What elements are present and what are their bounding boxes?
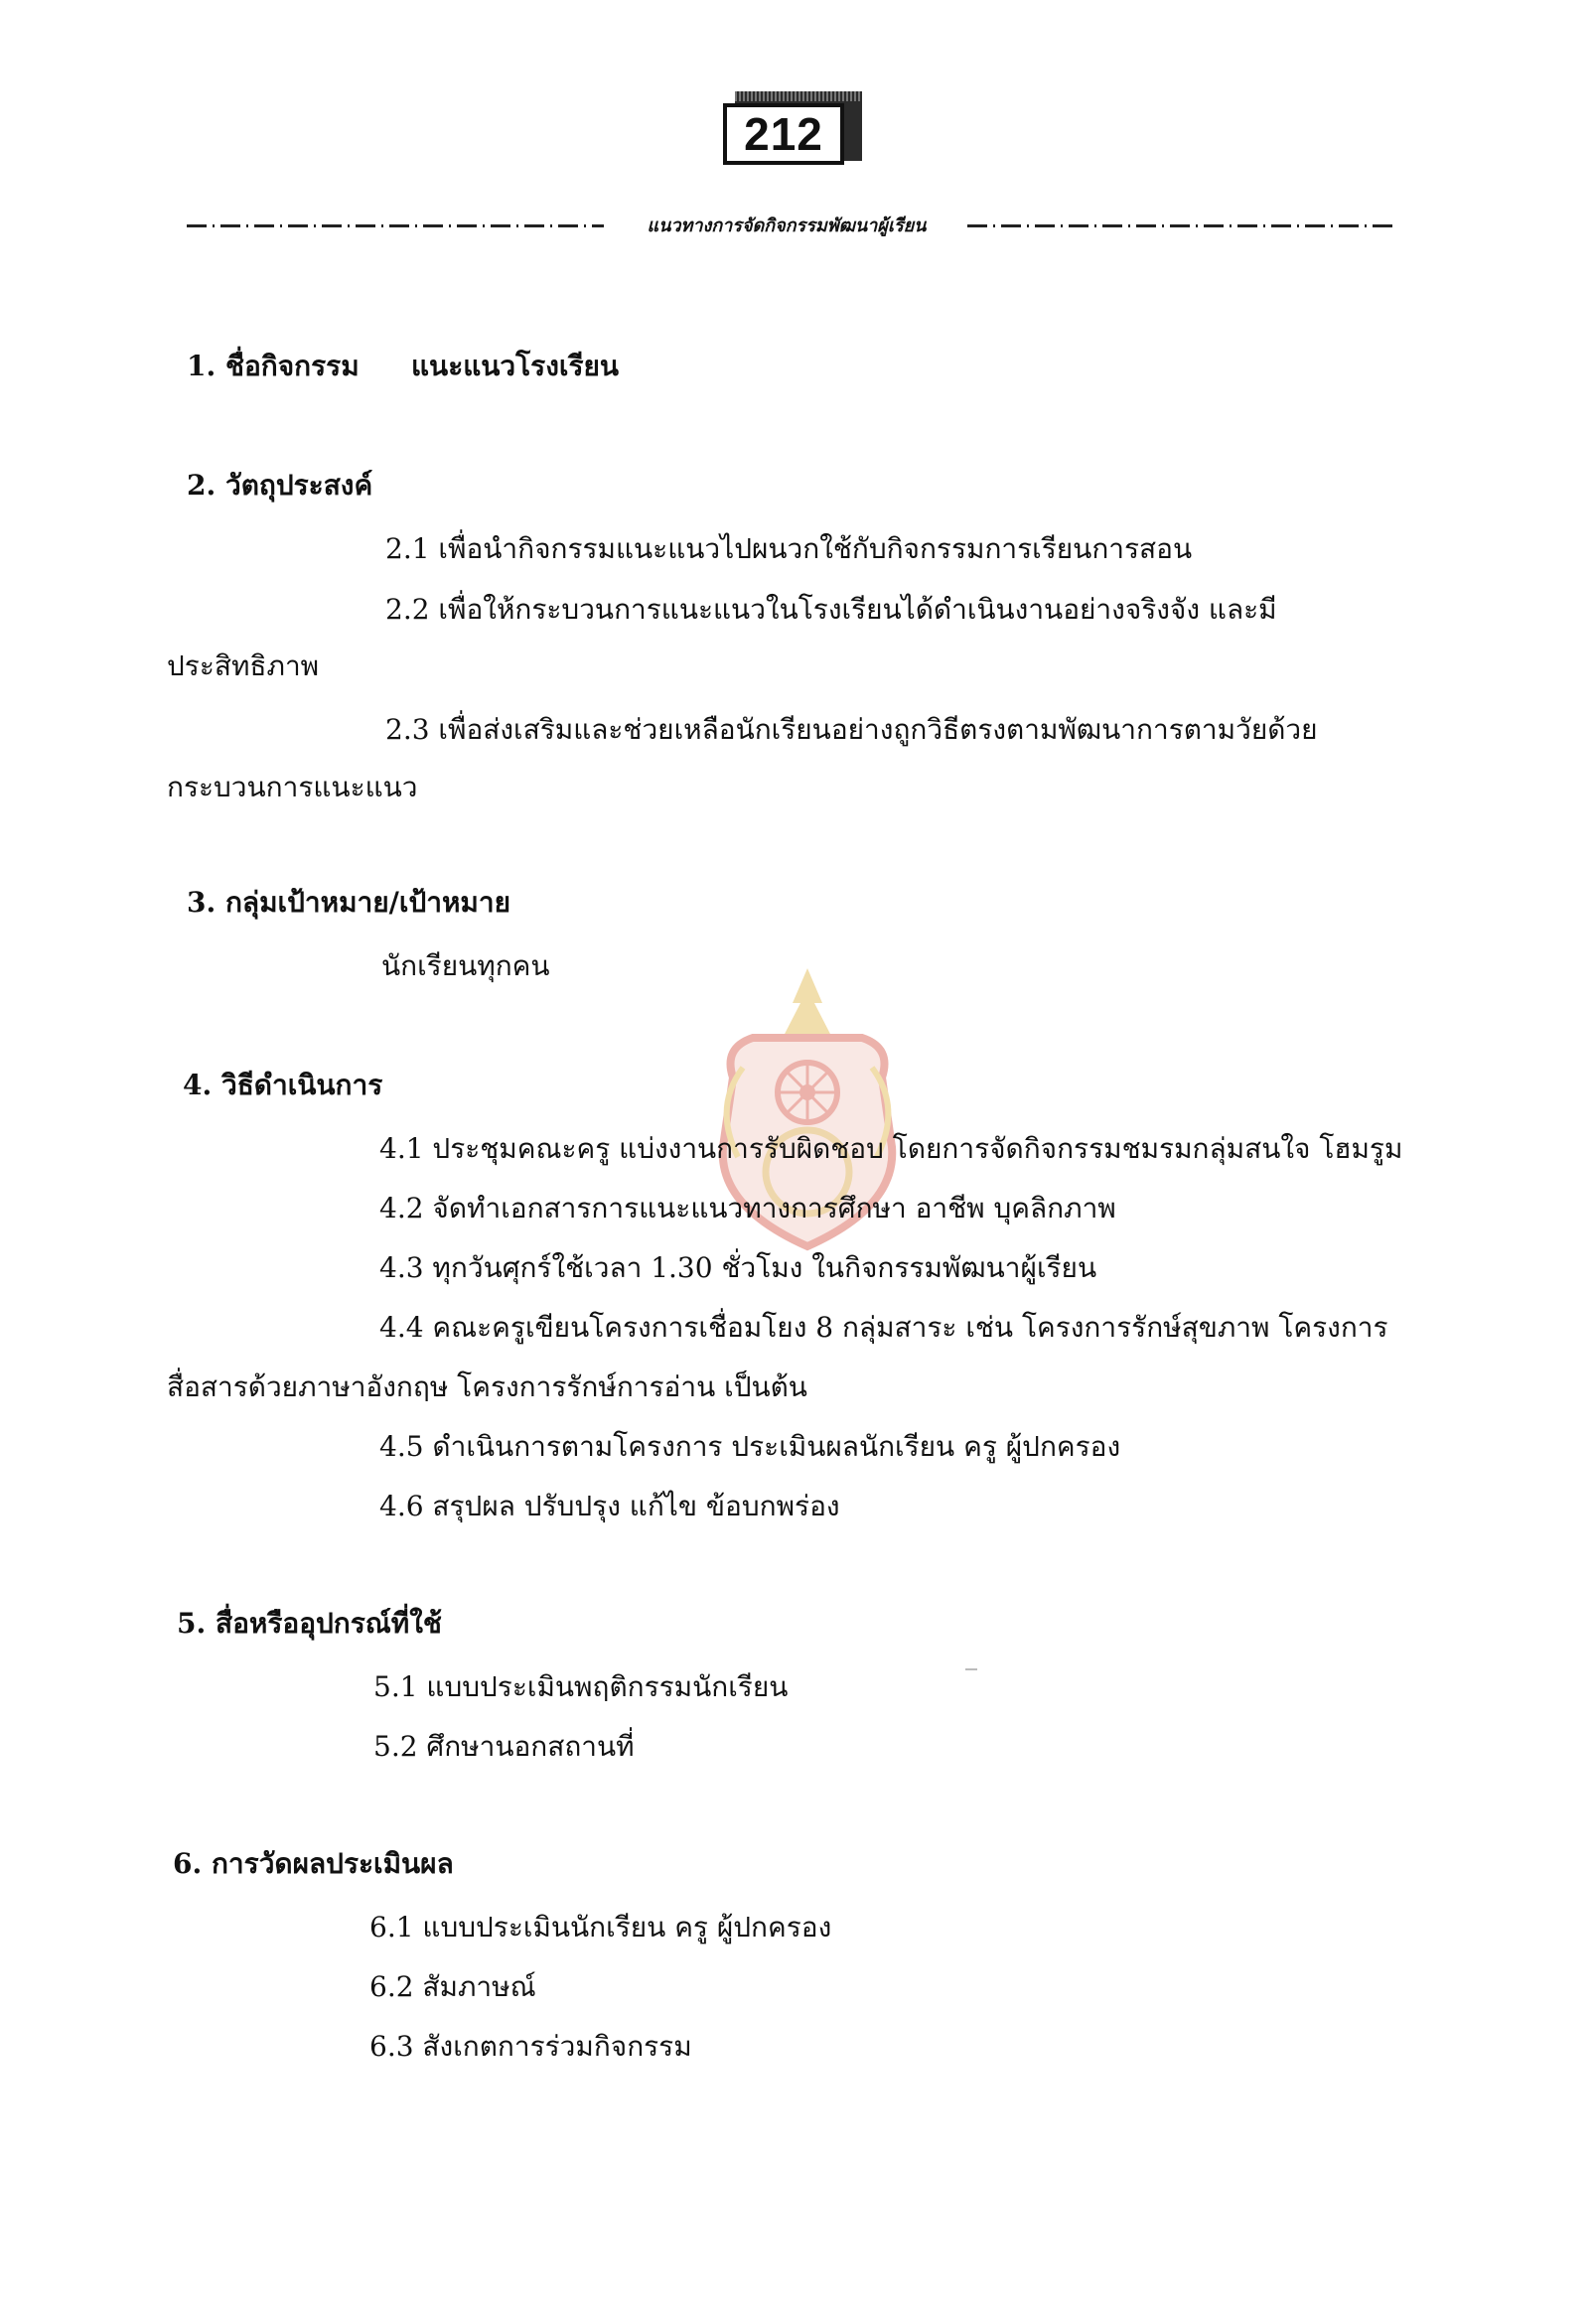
- section-2-line-3-cont: กระบวนการแนะแนว: [167, 771, 418, 803]
- section-4-line-3: 4.3 ทุกวันศุกร์ใช้เวลา 1.30 ชั่วโมง ในกิจกรรมพัฒนาผู้เรียน: [379, 1251, 1097, 1284]
- section-2-heading: 2. วัตถุประสงค์: [187, 469, 373, 502]
- section-2-line-1: 2.1 เพื่อนำกิจกรรมแนะแนวไปผนวกใช้กับกิจกรรมการเรียนการสอน: [385, 532, 1193, 565]
- header-rule-left: [187, 224, 604, 227]
- header-rule-right: [967, 224, 1394, 227]
- section-6-line-1: 6.1 แบบประเมินนักเรียน ครู ผู้ปกครอง: [369, 1911, 832, 1943]
- section-4-line-6: 4.6 สรุปผล ปรับปรุง แก้ไข ข้อบกพร่อง: [379, 1490, 840, 1522]
- section-6-heading: 6. การวัดผลประเมินผล: [173, 1847, 454, 1880]
- section-2-line-3: 2.3 เพื่อส่งเสริมและช่วยเหลือนักเรียนอย่างถูกวิธีตรงตามพัฒนาการตามวัยด้วย: [385, 713, 1318, 746]
- page-number-box: [723, 91, 864, 177]
- section-6-line-3: 6.3 สังเกตการร่วมกิจกรรม: [369, 2030, 692, 2063]
- section-6-line-2: 6.2 สัมภาษณ์: [369, 1970, 536, 2003]
- section-5-line-1: 5.1 แบบประเมินพฤติกรรมนักเรียน: [373, 1670, 789, 1703]
- section-3-heading: 3. กลุ่มเป้าหมาย/เป้าหมาย: [187, 886, 510, 919]
- section-4-heading: 4. วิธีดำเนินการ: [183, 1069, 383, 1101]
- section-1-heading: 1. ชื่อกิจกรรม: [187, 350, 360, 382]
- section-2-line-2: 2.2 เพื่อให้กระบวนการแนะแนวในโรงเรียนได้ดำเนินงานอย่างจริงจัง และมี: [385, 593, 1277, 626]
- section-4-line-5: 4.5 ดำเนินการตามโครงการ ประเมินผลนักเรียน ครู ผู้ปกครอง: [379, 1430, 1121, 1463]
- section-5-heading: 5. สื่อหรืออุปกรณ์ที่ใช้: [177, 1607, 442, 1640]
- section-4-line-4-cont: สื่อสารด้วยภาษาอังกฤษ โครงการรักษ์การอ่าน เป็นต้น: [167, 1370, 807, 1403]
- section-4-line-2: 4.2 จัดทำเอกสารการแนะแนวทางการศึกษา อาชีพ บุคลิกภาพ: [379, 1192, 1116, 1224]
- section-5-line-2: 5.2 ศึกษานอกสถานที่: [373, 1730, 635, 1763]
- page-number: 212: [723, 103, 844, 165]
- section-3-line-1: นักเรียนทุกคน: [381, 949, 550, 982]
- section-2-line-2-cont: ประสิทธิภาพ: [167, 649, 320, 682]
- running-header-title: แนวทางการจัดกิจกรรมพัฒนาผู้เรียน: [647, 216, 927, 236]
- scan-mark: [965, 1668, 977, 1670]
- section-4-line-1: 4.1 ประชุมคณะครู แบ่งงานการรับผิดชอบ โดยการจัดกิจกรรมชมรมกลุ่มสนใจ โฮมรูม: [379, 1132, 1403, 1165]
- section-1-value: แนะแนวโรงเรียน: [411, 350, 620, 382]
- section-4-line-4: 4.4 คณะครูเขียนโครงการเชื่อมโยง 8 กลุ่มสาระ เช่น โครงการรักษ์สุขภาพ โครงการ: [379, 1311, 1388, 1344]
